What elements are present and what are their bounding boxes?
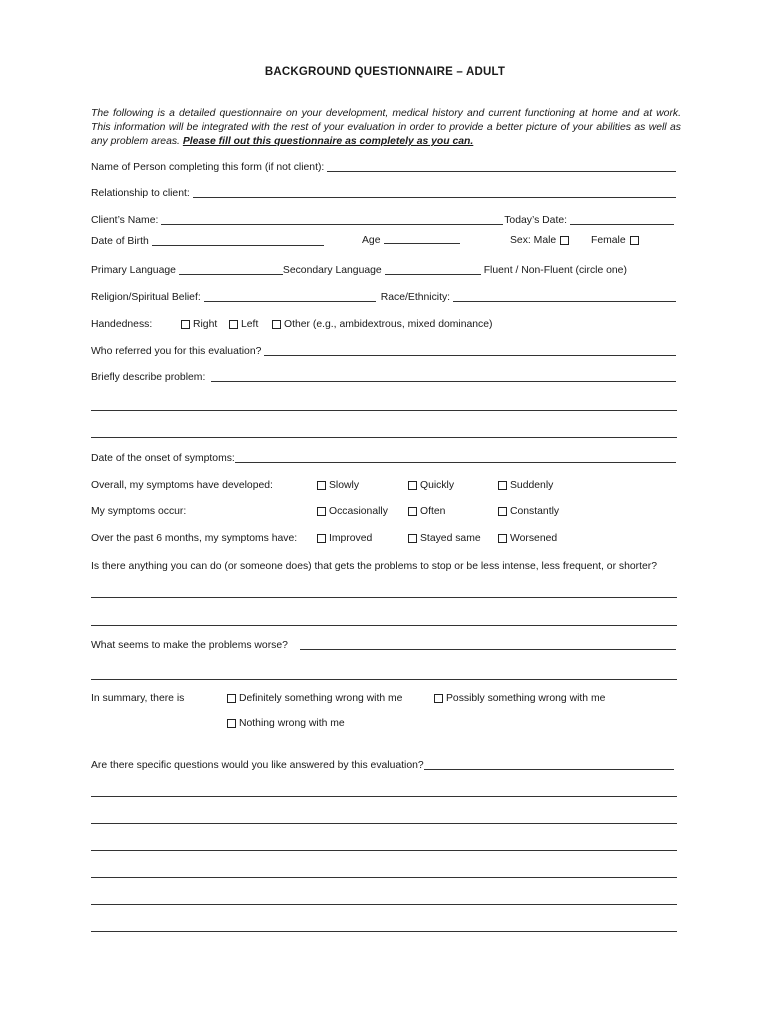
summary-definitely-option [227,693,402,704]
developed-quickly-checkbox[interactable] [408,481,417,490]
sex-male-label: Sex: Male [510,235,557,246]
client-name-row [91,213,677,227]
female-group [591,235,639,246]
specific-label: Are there specific questions would you like answered by this evaluation? [91,760,424,771]
religion-field[interactable] [204,301,376,302]
past6-worsened-checkbox[interactable] [498,534,507,543]
hand-other-label: Other (e.g., ambidextrous, mixed dominance) [284,319,493,330]
occur-occasionally-checkbox[interactable] [317,507,326,516]
developed-slowly-checkbox[interactable] [317,481,326,490]
occur-occasionally-option [317,506,388,517]
summary-definitely-label: Definitely something wrong with me [239,693,403,704]
summary-definitely-checkbox[interactable] [227,694,236,703]
relationship-row [91,186,677,200]
secondary-language-label: Secondary Language [282,265,382,276]
secondary-language-field[interactable] [385,274,481,275]
describe-problem-line-2[interactable] [91,410,677,411]
relationship-label: Relationship to client: [91,188,190,199]
past6-same-checkbox[interactable] [408,534,417,543]
specific-field[interactable] [424,769,674,770]
stop-question: Is there anything you can do (or someone does) that gets the problems to stop or be less intense, less frequent, or shorter? [91,561,658,572]
onset-label: Date of the onset of symptoms: [91,453,235,464]
religion-label: Religion/Spiritual Belief: [91,292,201,303]
occur-often-checkbox[interactable] [408,507,417,516]
symptoms-occur-label: My symptoms occur: [91,506,187,517]
intro-paragraph [91,107,681,149]
person-completing-field[interactable] [327,171,676,172]
summary-nothing-label: Nothing wrong with me [239,718,345,729]
developed-slowly-option [317,480,359,491]
referred-label: Who referred you for this evaluation? [91,346,262,357]
language-row [91,263,677,277]
worse-row [91,638,677,652]
female-checkbox[interactable] [630,236,639,245]
intro-emphasis: Please fill out this questionnaire as completely as you can. [182,136,474,147]
occur-often-option [408,506,445,517]
age-field[interactable] [384,243,460,244]
sex-female-label: Female [591,235,626,246]
specific-answer-line-2[interactable] [91,823,677,824]
describe-problem-label: Briefly describe problem: [91,372,206,383]
onset-field[interactable] [235,462,676,463]
specific-answer-line-3[interactable] [91,850,677,851]
describe-problem-line-3[interactable] [91,437,677,438]
specific-answer-line-5[interactable] [91,904,677,905]
past6-worsened-label: Worsened [510,533,558,544]
hand-right-label: Right [193,319,218,330]
occur-constantly-option [498,506,559,517]
race-label: Race/Ethnicity: [380,292,451,303]
summary-possibly-option [434,693,605,704]
summary-label: In summary, there is [91,693,185,704]
fluency-label: Fluent / Non-Fluent (circle one) [483,265,627,276]
sex-group [510,235,569,246]
developed-suddenly-option [498,480,553,491]
referred-row [91,344,677,358]
developed-suddenly-checkbox[interactable] [498,481,507,490]
age-label: Age [362,235,381,246]
occur-constantly-checkbox[interactable] [498,507,507,516]
religion-row [91,290,677,304]
client-name-field[interactable] [161,224,503,225]
hand-right-option [181,319,217,330]
hand-other-option [272,319,492,330]
occur-occasionally-label: Occasionally [329,506,388,517]
stop-answer-line-2[interactable] [91,625,677,626]
occur-constantly-label: Constantly [510,506,560,517]
past6-improved-label: Improved [329,533,373,544]
developed-quickly-option [408,480,454,491]
person-completing-label: Name of Person completing this form (if not client): [91,162,325,173]
describe-problem-field[interactable] [211,381,676,382]
race-field[interactable] [453,301,676,302]
specific-row [91,758,677,772]
past6-worsened-option [498,533,557,544]
age-group [362,235,463,246]
past6-label: Over the past 6 months, my symptoms have: [91,533,298,544]
past6-improved-checkbox[interactable] [317,534,326,543]
describe-problem-row [91,370,677,384]
summary-nothing-option [227,718,345,729]
worse-answer-line-2[interactable] [91,679,677,680]
handedness-label: Handedness: [91,319,153,330]
todays-date-label: Today’s Date: [504,215,567,226]
hand-left-option [229,319,258,330]
male-checkbox[interactable] [560,236,569,245]
worse-field[interactable] [300,649,676,650]
person-completing-row [91,160,677,174]
page-title: BACKGROUND QUESTIONNAIRE – ADULT [264,66,506,78]
dob-label: Date of Birth [91,236,149,247]
summary-nothing-checkbox[interactable] [227,719,236,728]
developed-quickly-label: Quickly [420,480,455,491]
primary-language-field[interactable] [179,274,283,275]
developed-slowly-label: Slowly [329,480,360,491]
relationship-field[interactable] [193,197,676,198]
stop-answer-line-1[interactable] [91,597,677,598]
primary-language-label: Primary Language [91,265,176,276]
symptoms-developed-label: Overall, my symptoms have developed: [91,480,273,491]
client-name-label: Client’s Name: [91,215,159,226]
intro-text: The following is a detailed questionnaire on your development, medical history and current functioning at home and at work. This information will be integrated with the rest of your evaluation in order to provide a better picture of your abilities as well as any problem areas. [91,108,681,147]
dob-field[interactable] [152,245,324,246]
specific-answer-line-1[interactable] [91,796,677,797]
specific-answer-line-4[interactable] [91,877,677,878]
hand-left-checkbox[interactable] [229,320,238,329]
specific-answer-line-6[interactable] [91,931,677,932]
onset-row [91,451,677,465]
referred-field[interactable] [264,355,676,356]
hand-left-label: Left [241,319,259,330]
hand-right-checkbox[interactable] [181,320,190,329]
past6-same-label: Stayed same [420,533,481,544]
occur-often-label: Often [420,506,446,517]
worse-label: What seems to make the problems worse? [91,640,288,651]
hand-other-checkbox[interactable] [272,320,281,329]
summary-possibly-checkbox[interactable] [434,694,443,703]
past6-same-option [408,533,481,544]
past6-improved-option [317,533,372,544]
summary-possibly-label: Possibly something wrong with me [446,693,606,704]
todays-date-field[interactable] [570,224,674,225]
developed-suddenly-label: Suddenly [510,480,554,491]
